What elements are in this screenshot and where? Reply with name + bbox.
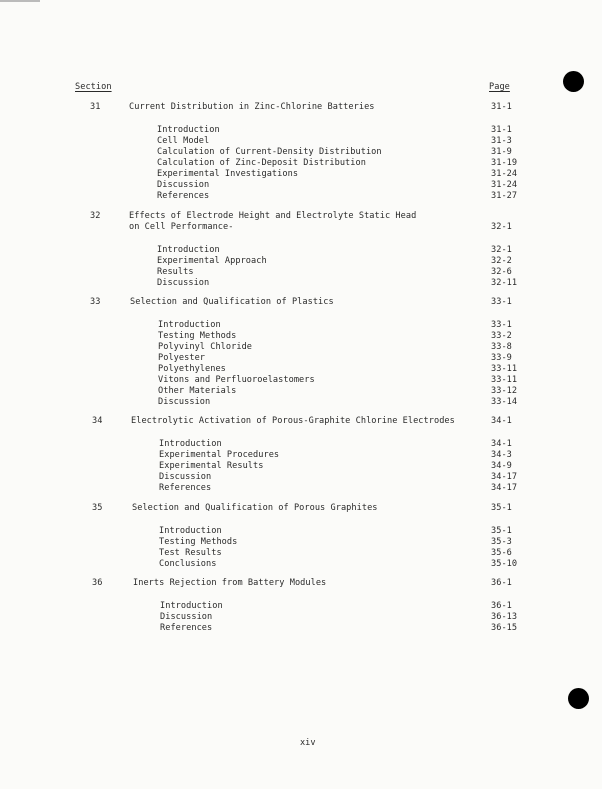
folio-page-number: xiv <box>300 738 316 748</box>
toc-entry-page-number: 33-12 <box>491 386 518 396</box>
binder-hole-bottom <box>568 688 589 709</box>
toc-entry-title: Experimental Results <box>159 461 264 471</box>
toc-entry-page-number: 35-3 <box>491 537 512 547</box>
toc-entry-page-number: 32-6 <box>491 267 512 277</box>
toc-entry-page-number: 31-1 <box>491 125 512 135</box>
toc-entry-title: Polyethylenes <box>158 364 226 374</box>
section-number: 34 <box>92 416 103 426</box>
section-page-number: 33-1 <box>491 297 512 307</box>
toc-entry-page-number: 31-24 <box>491 169 518 179</box>
toc-entry-title: Introduction <box>157 245 220 255</box>
section-number: 35 <box>92 503 103 513</box>
toc-entry-page-number: 31-27 <box>491 191 518 201</box>
section-page-number: 36-1 <box>491 578 512 588</box>
toc-entry-title: Vitons and Perfluoroelastomers <box>158 375 315 385</box>
toc-entry-page-number: 33-11 <box>491 364 518 374</box>
toc-entry-page-number: 33-8 <box>491 342 512 352</box>
section-title: on Cell Performance- <box>129 222 234 232</box>
toc-entry-title: Polyvinyl Chloride <box>158 342 253 352</box>
toc-entry-title: Discussion <box>157 278 210 288</box>
section-page-number: 34-1 <box>491 416 512 426</box>
toc-entry-title: Introduction <box>159 526 222 536</box>
toc-entry-title: References <box>157 191 210 201</box>
page-column-header: Page <box>489 82 510 92</box>
section-number: 36 <box>92 578 103 588</box>
toc-entry-title: Test Results <box>159 548 222 558</box>
toc-entry-title: Experimental Approach <box>157 256 267 266</box>
section-page-number: 32-1 <box>491 222 512 232</box>
section-column-header: Section <box>75 82 112 92</box>
toc-entry-title: Introduction <box>160 601 223 611</box>
toc-entry-page-number: 33-2 <box>491 331 512 341</box>
toc-entry-page-number: 35-1 <box>491 526 512 536</box>
toc-entry-page-number: 31-9 <box>491 147 512 157</box>
section-title: Current Distribution in Zinc-Chlorine Batteries <box>129 102 375 112</box>
section-number: 32 <box>90 211 101 221</box>
scan-edge-mark <box>0 0 40 2</box>
toc-entry-title: Experimental Investigations <box>157 169 299 179</box>
toc-entry-page-number: 33-1 <box>491 320 512 330</box>
toc-entry-title: Calculation of Zinc-Deposit Distribution <box>157 158 366 168</box>
toc-entry-title: Discussion <box>158 397 211 407</box>
toc-entry-page-number: 34-9 <box>491 461 512 471</box>
toc-entry-page-number: 34-3 <box>491 450 512 460</box>
toc-entry-page-number: 31-3 <box>491 136 512 146</box>
section-number: 33 <box>90 297 101 307</box>
toc-entry-page-number: 36-1 <box>491 601 512 611</box>
toc-entry-page-number: 33-11 <box>491 375 518 385</box>
toc-entry-page-number: 34-1 <box>491 439 512 449</box>
toc-entry-title: Conclusions <box>159 559 217 569</box>
toc-entry-title: Introduction <box>159 439 222 449</box>
section-title: Effects of Electrode Height and Electrolyte Static Head <box>129 211 417 221</box>
toc-entry-page-number: 34-17 <box>491 472 518 482</box>
toc-entry-title: Introduction <box>158 320 221 330</box>
toc-entry-title: Experimental Procedures <box>159 450 280 460</box>
toc-entry-title: Testing Methods <box>158 331 237 341</box>
section-number: 31 <box>90 102 101 112</box>
toc-entry-title: Discussion <box>159 472 212 482</box>
toc-entry-page-number: 35-10 <box>491 559 518 569</box>
toc-entry-title: Cell Model <box>157 136 210 146</box>
toc-entry-page-number: 35-6 <box>491 548 512 558</box>
binder-hole-top <box>563 71 584 92</box>
toc-entry-title: References <box>160 623 213 633</box>
toc-entry-page-number: 32-11 <box>491 278 518 288</box>
toc-entry-page-number: 36-13 <box>491 612 518 622</box>
toc-entry-title: Introduction <box>157 125 220 135</box>
toc-entry-title: Polyester <box>158 353 206 363</box>
toc-entry-page-number: 33-14 <box>491 397 518 407</box>
section-title: Selection and Qualification of Porous Graphites <box>132 503 378 513</box>
section-title: Selection and Qualification of Plastics <box>130 297 334 307</box>
section-page-number: 31-1 <box>491 102 512 112</box>
section-page-number: 35-1 <box>491 503 512 513</box>
toc-entry-page-number: 33-9 <box>491 353 512 363</box>
section-title: Electrolytic Activation of Porous-Graphite Chlorine Electrodes <box>131 416 455 426</box>
toc-entry-page-number: 32-1 <box>491 245 512 255</box>
section-title: Inerts Rejection from Battery Modules <box>133 578 327 588</box>
toc-entry-title: Calculation of Current-Density Distribution <box>157 147 382 157</box>
toc-entry-title: Other Materials <box>158 386 237 396</box>
toc-entry-page-number: 34-17 <box>491 483 518 493</box>
toc-entry-title: Discussion <box>157 180 210 190</box>
toc-entry-title: Results <box>157 267 194 277</box>
toc-entry-title: References <box>159 483 212 493</box>
toc-entry-title: Discussion <box>160 612 213 622</box>
toc-entry-page-number: 31-19 <box>491 158 518 168</box>
toc-entry-page-number: 32-2 <box>491 256 512 266</box>
toc-entry-page-number: 36-15 <box>491 623 518 633</box>
toc-entry-page-number: 31-24 <box>491 180 518 190</box>
toc-entry-title: Testing Methods <box>159 537 238 547</box>
